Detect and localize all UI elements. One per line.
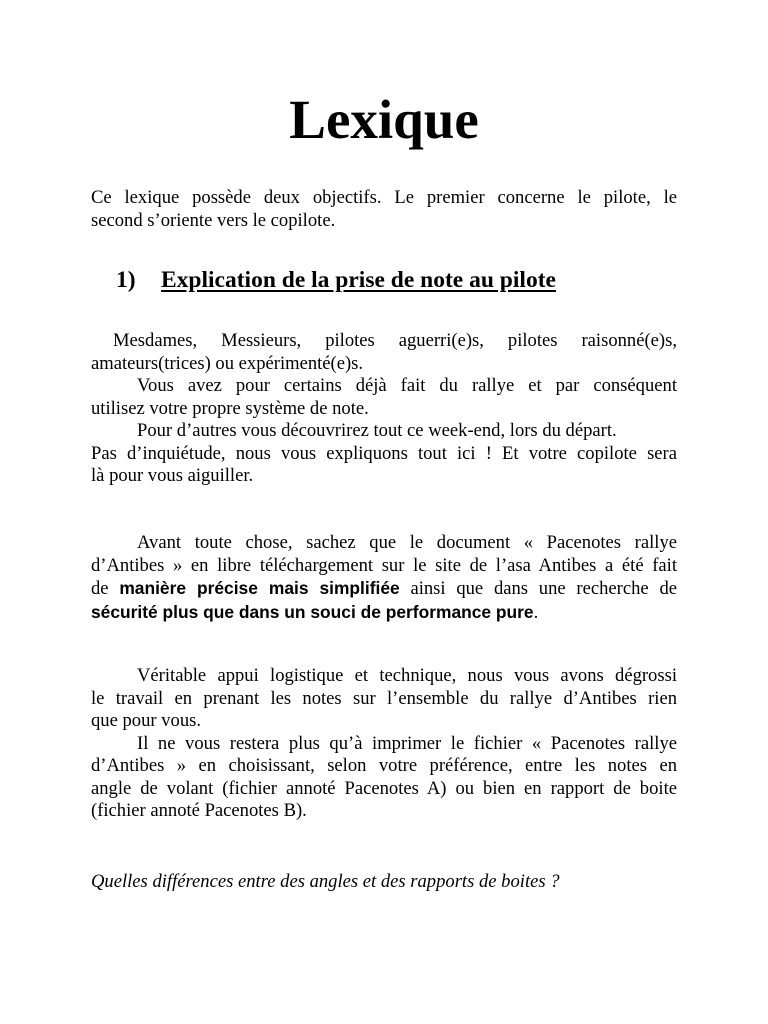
paragraph-line: (fichier annoté Pacenotes B). [91,800,307,821]
paragraph-line: d’Antibes » en choisissant, selon votre préférence, entre les notes en [91,755,677,776]
paragraph-intro-pilots [91,330,677,488]
paragraph-line: Véritable appui logistique et technique, nous vous avons dégrossi [137,665,677,686]
text-run: de [91,578,120,599]
paragraph-line: que pour vous. [91,710,202,731]
paragraph-line: Mesdames, Messieurs, pilotes aguerri(e)s, pilotes raisonné(e)s, [113,330,677,351]
paragraph-line: utilisez votre propre système de note. [91,397,369,419]
paragraph-line: Avant toute chose, sachez que le document « Pacenotes rallye [137,532,677,553]
paragraph-line: amateurs(trices) ou expérimenté(e)s. [91,352,364,374]
intro-line: second s’oriente vers le copilote. [91,209,336,231]
text-run: ainsi que dans une recherche de [399,578,677,599]
italic-question: Quelles différences entre des angles et des rapports de boites ? [91,871,560,892]
paragraph-line: Pour d’autres vous découvrirez tout ce week-end, lors du départ. [137,420,617,441]
paragraph-logistics [91,665,677,823]
paragraph-document [91,532,677,624]
paragraph-line: Pas d’inquiétude, nous vous expliquons tout ici ! Et votre copilote sera [91,442,677,464]
intro-paragraph [91,187,677,232]
paragraph-line [91,577,677,601]
page-title: Lexique [289,89,479,150]
section-heading [116,265,556,295]
paragraph-line: le travail en prenant les notes sur l’ensemble du rallye d’Antibes rien [91,687,677,709]
paragraph-line: d’Antibes » en libre téléchargement sur le site de l’asa Antibes a été fait [91,554,677,576]
paragraph-line [91,601,677,625]
paragraph-line: là pour vous aiguiller. [91,465,254,486]
paragraph-line: angle de volant (fichier annoté Pacenotes A) ou bien en rapport de boite [91,777,677,799]
paragraph-line: Vous avez pour certains déjà fait du rallye et par conséquent [137,375,677,396]
section-number: 1) [116,267,136,293]
intro-line: Ce lexique possède deux objectifs. Le premier concerne le pilote, le [91,187,677,208]
text-run: . [533,601,539,623]
bold-text: manière précise mais simplifiée [119,578,400,598]
paragraph-line: Il ne vous restera plus qu’à imprimer le fichier « Pacenotes rallye [137,732,677,754]
bold-text: sécurité plus que dans un souci de performance pure [91,601,534,622]
section-heading-text: Explication de la prise de note au pilote [161,267,556,293]
